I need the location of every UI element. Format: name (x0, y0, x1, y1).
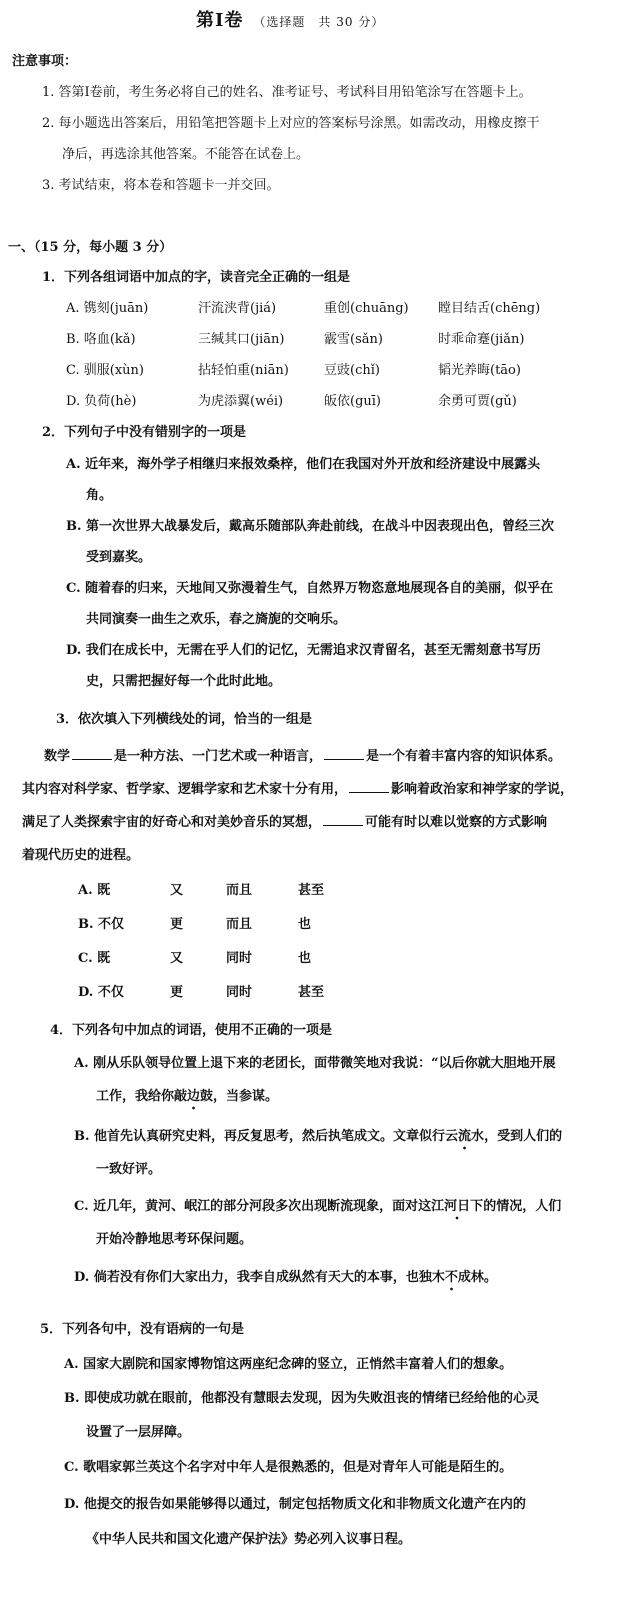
blank-4 (323, 813, 363, 826)
q3-passage-line1: 数学 是一种方法、一门艺术或一种语言， 是一个有着丰富内容的知识体系。 (44, 749, 562, 764)
q2-a-line2: 角。 (86, 488, 113, 503)
q3-b-1: B. 不仅 (78, 917, 125, 932)
q1-b-1: B. 咯血(kǎ) (66, 332, 136, 347)
q3-a-1: A. 既 (78, 883, 111, 898)
q4-a-line1: A. 刚从乐队领导位置上退下来的老团长，面带微笑地对我说：“以后你就大胆地开展 (74, 1056, 556, 1071)
notice-item-1: 1. 答第Ⅰ卷前，考生务必将自己的姓名、准考证号、考试科目用铅笔涂写在答题卡上。 (42, 85, 532, 100)
q3-d-1: D. 不仅 (78, 985, 124, 1000)
q1-b-2: 三缄其口(jiān) (198, 332, 285, 347)
q1-stem: 1．下列各组词语中加点的字，读音完全正确的一组是 (42, 270, 351, 285)
q3-b-4: 也 (298, 917, 312, 932)
q3-b-3: 而且 (226, 917, 253, 932)
q1-a-1: A. 镌刻(juān) (66, 301, 149, 316)
q2-a-line1: A. 近年来，海外学子相继归来报效桑梓，他们在我国对外开放和经济建设中展露头 (66, 457, 541, 472)
q3-a-4: 甚至 (298, 883, 325, 898)
dotted-term-d: 独木不成林 (419, 1270, 484, 1291)
q4-d-line1: D. 倘若没有你们大家出力，我李自成纵然有天大的本事，也独木不成林。 (74, 1266, 497, 1285)
q4-c-line2: 开始冷静地思考环保问题。 (96, 1232, 253, 1247)
dotted-term-b: 云流水 (445, 1129, 484, 1150)
q2-b-line1: B. 第一次世界大战暴发后，戴高乐随部队奔赴前线，在战斗中因表现出色，曾经三次 (66, 519, 555, 534)
dotted-term-a: 敲边鼓 (174, 1089, 213, 1110)
q3-c-1: C. 既 (78, 951, 111, 966)
section-heading: 一、（15 分，每小题 3 分） (8, 240, 173, 255)
q4-c-line1: C. 近几年，黄河、岷江的部分河段多次出现断流现象，面对这江河日下的情况，人们 (74, 1195, 561, 1214)
q3-passage-line2: 其内容对科学家、哲学家、逻辑学家和艺术家十分有用， 影响着政治家和神学家的学说， (22, 782, 574, 797)
q3-a-3: 而且 (226, 883, 253, 898)
q3-passage-line3: 满足了人类探索宇宙的好奇心和对美妙音乐的冥想， 可能有时以难以觉察的方式影响 (22, 815, 548, 830)
q4-a-line2: 工作，我给你敲边鼓，当参谋。 (96, 1085, 278, 1104)
q2-c-line2: 共同演奏一曲生之欢乐，春之旖旎的交响乐。 (86, 612, 347, 627)
q5-a: A. 国家大剧院和国家博物馆这两座纪念碑的竖立，正悄然丰富着人们的想象。 (64, 1357, 513, 1372)
q3-c-3: 同时 (226, 951, 253, 966)
blank-3 (349, 780, 389, 793)
q3-passage-line4: 着现代历史的进程。 (22, 848, 140, 863)
q1-c-3: 豆豉(chǐ) (324, 363, 380, 378)
q3-c-4: 也 (298, 951, 312, 966)
q3-b-2: 更 (170, 917, 184, 932)
q3-d-4: 甚至 (298, 985, 325, 1000)
q4-stem: 4．下列各句中加点的词语，使用不正确的一项是 (50, 1023, 333, 1038)
q3-d-2: 更 (170, 985, 184, 1000)
q5-b-line2: 设置了一层屏障。 (86, 1425, 191, 1440)
q1-b-4: 时乖命蹇(jiǎn) (438, 332, 525, 347)
q3-stem: 3．依次填入下列横线处的词，恰当的一组是 (56, 712, 313, 727)
q4-b-line1: B. 他首先认真研究史料，再反复思考，然后执笔成文。文章似行云流水，受到人们的 (74, 1125, 562, 1144)
q5-c: C. 歌唱家郭兰英这个名字对中年人是很熟悉的，但是对青年人可能是陌生的。 (64, 1460, 513, 1475)
q1-c-2: 拈轻怕重(niān) (198, 363, 289, 378)
dotted-term-c: 江河日下 (431, 1199, 483, 1220)
q5-stem: 5．下列各句中，没有语病的一句是 (40, 1322, 245, 1337)
q1-a-4: 瞠目结舌(chēng) (438, 301, 541, 316)
q4-b-line2: 一致好评。 (96, 1162, 162, 1177)
q1-c-1: C. 驯服(xùn) (66, 363, 144, 378)
q5-d-line2: 《中华人民共和国文化遗产保护法》势必列入议事日程。 (86, 1532, 412, 1547)
title-subtitle: （选择题 共 30 分） (253, 15, 385, 29)
q3-c-2: 又 (170, 951, 184, 966)
notice-item-2: 2. 每小题选出答案后，用铅笔把答题卡上对应的答案标号涂黑。如需改动，用橡皮擦干 (42, 116, 540, 131)
page-title (196, 6, 384, 32)
title-main: 第Ⅰ卷 (196, 10, 244, 31)
q5-d-line1: D. 他提交的报告如果能够得以通过，制定包括物质文化和非物质文化遗产在内的 (64, 1497, 526, 1512)
notice-item-3: 3. 考试结束，将本卷和答题卡一并交回。 (42, 178, 280, 193)
q3-d-3: 同时 (226, 985, 253, 1000)
q2-d-line1: D. 我们在成长中，无需在乎人们的记忆，无需追求汉青留名，甚至无需刻意书写历 (66, 643, 541, 658)
q5-b-line1: B. 即使成功就在眼前，他都没有慧眼去发现，因为失败沮丧的情绪已经给他的心灵 (64, 1391, 540, 1406)
q1-d-3: 皈依(guī) (324, 394, 381, 409)
q2-stem: 2．下列句子中没有错别字的一项是 (42, 425, 247, 440)
notice-heading: 注意事项： (12, 54, 78, 69)
q3-a-2: 又 (170, 883, 184, 898)
q1-d-2: 为虎添翼(wéi) (198, 394, 284, 409)
q1-a-2: 汗流浃背(jiá) (198, 301, 277, 316)
q1-b-3: 霰雪(sǎn) (324, 332, 383, 347)
q1-d-1: D. 负荷(hè) (66, 394, 137, 409)
q2-b-line2: 受到嘉奖。 (86, 550, 152, 565)
q1-a-3: 重创(chuāng) (324, 301, 409, 316)
q2-c-line1: C. 随着春的归来，天地间又弥漫着生气，自然界万物恣意地展现各自的美丽，似乎在 (66, 581, 554, 596)
blank-2 (324, 747, 364, 760)
blank-1 (72, 747, 112, 760)
q2-d-line2: 史，只需把握好每一个此时此地。 (86, 674, 282, 689)
notice-item-2-cont: 净后，再选涂其他答案。不能答在试卷上。 (62, 147, 310, 162)
q1-d-4: 余勇可贾(gǔ) (438, 394, 517, 409)
q1-c-4: 韬光养晦(tāo) (438, 363, 521, 378)
